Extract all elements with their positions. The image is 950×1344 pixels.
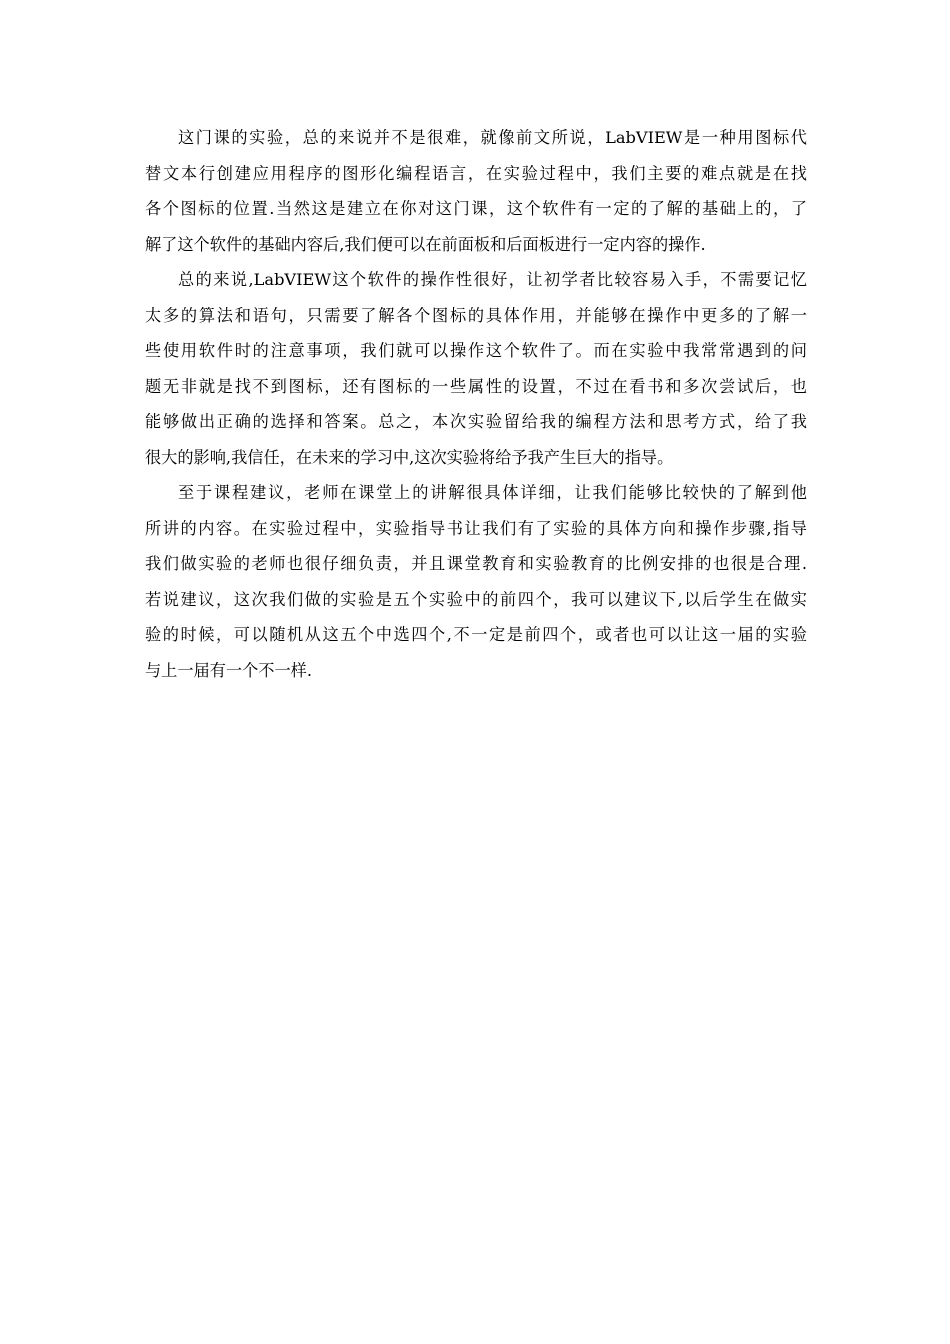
text-line: 解了这个软件的基础内容后,我们便可以在前面板和后面板进行一定内容的操作. xyxy=(145,234,706,254)
text-line: 若说建议，这次我们做的实验是五个实验中的前四个，我可以建议下,以后学生在做实 xyxy=(145,589,807,609)
text-line: 题无非就是找不到图标，还有图标的一些属性的设置，不过在看书和多次尝试后，也 xyxy=(145,376,807,396)
text-line: 很大的影响,我信任，在未来的学习中,这次实验将给予我产生巨大的指导。 xyxy=(145,447,674,467)
text-line: 所讲的内容。在实验过程中，实验指导书让我们有了实验的具体方向和操作步骤,指导 xyxy=(145,518,807,538)
paragraph-3 xyxy=(145,475,807,688)
text-line: 我们做实验的老师也很仔细负责，并且课堂教育和实验教育的比例安排的也很是合理. xyxy=(145,554,807,573)
text-line: 这门课的实验，总的来说并不是很难，就像前文所说，LabVIEW是一种用图标代 xyxy=(178,128,807,147)
text-line: 总的来说,LabVIEW这个软件的操作性很好，让初学者比较容易入手，不需要记忆 xyxy=(178,270,807,289)
text-line: 与上一届有一个不一样. xyxy=(145,660,313,680)
text-line: 至于课程建议，老师在课堂上的讲解很具体详细，让我们能够比较快的了解到他 xyxy=(178,483,807,502)
text-line: 验的时候，可以随机从这五个中选四个,不一定是前四个，或者也可以让这一届的实验 xyxy=(145,625,807,644)
text-line: 各个图标的位置.当然这是建立在你对这门课，这个软件有一定的了解的基础上的，了 xyxy=(145,199,807,218)
text-line: 能够做出正确的选择和答案。总之，本次实验留给我的编程方法和思考方式，给了我 xyxy=(145,412,807,431)
paragraph-2 xyxy=(145,262,807,475)
paragraph-1 xyxy=(145,120,807,262)
text-line: 替文本行创建应用程序的图形化编程语言，在实验过程中，我们主要的难点就是在找 xyxy=(145,163,807,183)
text-line: 些使用软件时的注意事项，我们就可以操作这个软件了。而在实验中我常常遇到的问 xyxy=(145,341,807,360)
text-line: 太多的算法和语句，只需要了解各个图标的具体作用，并能够在操作中更多的了解一 xyxy=(145,305,807,325)
document-body xyxy=(145,120,807,688)
